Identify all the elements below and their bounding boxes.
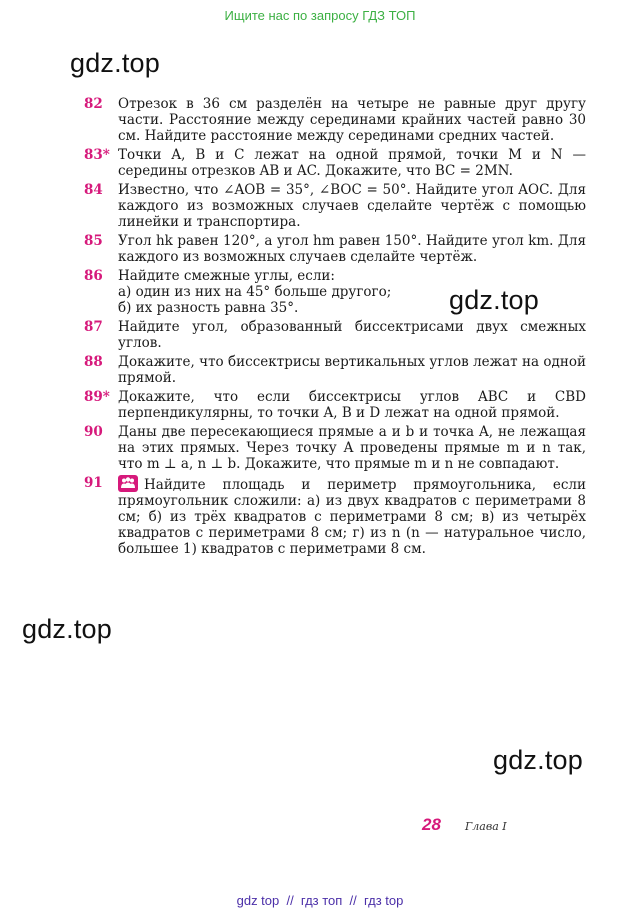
problem-text: Найдите площадь и периметр прямоугольника, если прямоугольник сложили: а) из двух квадратов с периметрами 8 см; б) из трёх квадратов с периметрами 8 см; в) из четырёх квадратов с периметрами 8 см; г) из n (n — натуральное число, большее 1) квадратов с периметрами 8 см. bbox=[118, 477, 586, 557]
problem-text: Угол hk равен 120°, а угол hm равен 150°. Найдите угол km. Для каждого из возможных случаев сделайте чертёж. bbox=[118, 233, 586, 265]
problem-83 bbox=[84, 147, 586, 179]
problem-text: Точки A, B и C лежат на одной прямой, точки M и N — середины отрезков AB и AC. Докажите, что BC = 2MN. bbox=[118, 147, 586, 179]
problem-text: Докажите, что биссектрисы вертикальных углов лежат на одной прямой. bbox=[118, 354, 586, 386]
top-banner: Ищите нас по запросу ГДЗ ТОП bbox=[224, 8, 416, 23]
problem-84 bbox=[84, 182, 586, 230]
watermark: gdz.top bbox=[449, 285, 539, 315]
problem-text: Докажите, что если биссектрисы углов ABC и CBD перпендикулярны, то точки A, B и D лежат на одной прямой. bbox=[118, 389, 586, 421]
problem-text: Известно, что ∠AOB = 35°, ∠BOC = 50°. Найдите угол AOC. Для каждого из возможных случаев сделайте чертёж с помощью линейки и транспортира. bbox=[118, 182, 586, 230]
problem-89 bbox=[84, 389, 586, 421]
problem-90 bbox=[84, 424, 586, 472]
problem-88 bbox=[84, 354, 586, 386]
page-number: 28 bbox=[422, 815, 441, 834]
problem-text: Найдите угол, образованный биссектрисами двух смежных углов. bbox=[118, 319, 586, 351]
watermark: gdz.top bbox=[22, 614, 112, 644]
problem-87 bbox=[84, 319, 586, 351]
problem-number: 83* bbox=[84, 147, 110, 163]
footer-links: gdz top // гдз топ // гдз top bbox=[236, 893, 404, 908]
group-work-icon bbox=[118, 475, 138, 492]
problem-number: 85 bbox=[84, 233, 103, 249]
problem-text: Найдите смежные углы, если: а) один из них на 45° больше другого; б) их разность равна 35°. bbox=[118, 268, 392, 316]
problem-number: 89* bbox=[84, 389, 110, 405]
problem-number: 84 bbox=[84, 182, 103, 198]
problem-82 bbox=[84, 96, 586, 144]
problem-number: 86 bbox=[84, 268, 103, 284]
problem-number: 87 bbox=[84, 319, 103, 335]
watermark: gdz.top bbox=[70, 48, 160, 78]
problem-86 bbox=[84, 268, 586, 316]
chapter-label: Глава I bbox=[465, 820, 507, 833]
problem-number: 91 bbox=[84, 475, 103, 491]
problem-number: 82 bbox=[84, 96, 103, 112]
problem-text-wrapper bbox=[118, 475, 586, 557]
problem-list bbox=[84, 96, 586, 560]
watermark: gdz.top bbox=[493, 745, 583, 775]
problem-text: Отрезок в 36 см разделён на четыре не равные друг другу части. Расстояние между серединами крайних частей равно 30 см. Найдите расстояние между серединами средних частей. bbox=[118, 96, 586, 144]
problem-91 bbox=[84, 475, 586, 557]
problem-text: Даны две пересекающиеся прямые a и b и точка A, не лежащая на этих прямых. Через точку A проведены прямые m и n так, что m ⊥ a, n ⊥ b. Докажите, что прямые m и n не совпадают. bbox=[118, 424, 586, 472]
problem-number: 90 bbox=[84, 424, 103, 440]
problem-85 bbox=[84, 233, 586, 265]
problem-number: 88 bbox=[84, 354, 103, 370]
